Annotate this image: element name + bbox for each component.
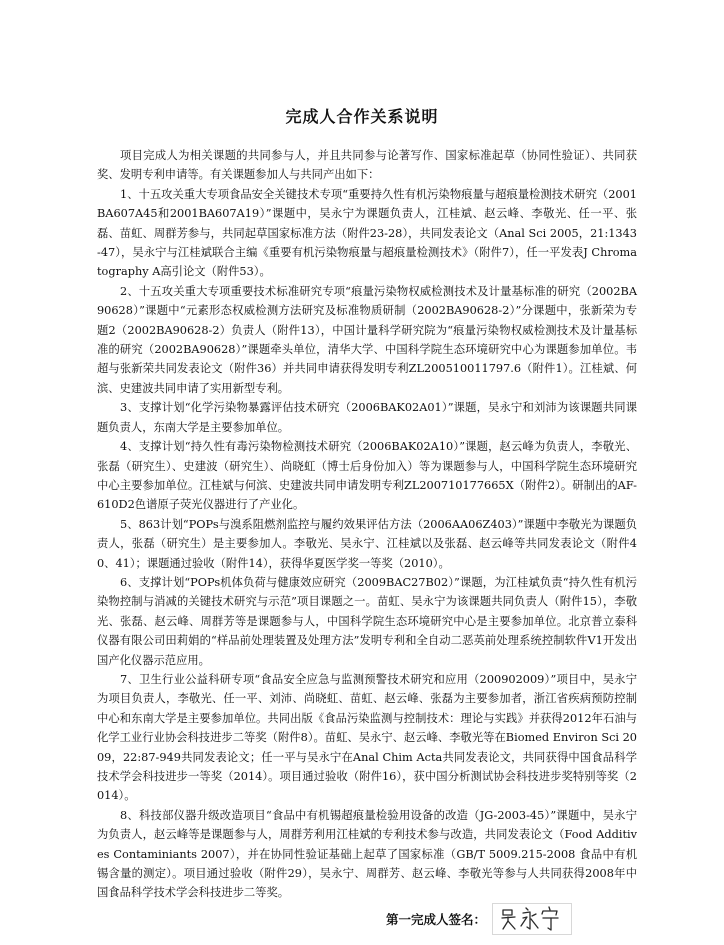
item-paragraph-4: 4、支撑计划“持久性有毒污染物检测技术研究（2006BAK02A10）”课题，赵云峰为负责人，李敬光、张磊（研究生）、史建波（研究生）、尚晓虹（博士后身份加入）等为课题参与人，中国科学院生态环境研究中心主要参加单位。江桂斌与何滨、史建波共同申请发明专利ZL200710177665X（附件2）。研制出的AF-610D2色谱原子荧光仪器进行了产业化。	[97, 440, 637, 512]
document-body	[97, 146, 637, 903]
item-paragraph-6: 6、支撑计划“POPs机体负荷与健康效应研究（2009BAC27B02）”课题，为江桂斌负责“持久性有机污染物控制与消减的关键技术研究与示范”项目课题之一。苗虹、吴永宁为该课题共同负责人（附件15），李敬光、张磊、赵云峰、周群芳等是课题参与人，中国科学院生态环境研究中心是主要参加单位。北京普立泰科仪器有限公司田莉娟的“样品前处理装置及处理方法”发明专利和全自动二恶英前处理系统控制软件V1开发出国产化仪器示范应用。	[97, 575, 637, 667]
document-title: 完成人合作关系说明	[285, 107, 439, 126]
item-paragraph-3: 3、支撑计划“化学污染物暴露评估技术研究（2006BAK02A01）”课题，吴永宁和刘沛为该课题共同课题负责人，东南大学是主要参加单位。	[97, 401, 637, 434]
handwritten-signature	[492, 903, 572, 935]
item-paragraph-5: 5、863计划“POPs与溴系阻燃剂监控与履约效果评估方法（2006AA06Z403）”课题中李敬光为课题负责人，张磊（研究生）是主要参加人。李敬光、吴永宁、江桂斌以及张磊、赵云峰等共同发表论文（附件40、41）；课题通过验收（附件14），获得华夏医学奖一等奖（2010）。	[97, 517, 637, 570]
signature-block	[386, 903, 572, 935]
item-paragraph-8: 8、科技部仪器升级改造项目“食品中有机锡超痕量检验用设备的改造（JG-2003-45）”课题中，吴永宁为负责人，赵云峰等是课题参与人，周群芳利用江桂斌的专利技术参与改造，共同发表论文（Food Additives Contaminiants 2007），并在协同性验证基础上起草了国家标准（GB/T 5009.215-2008 食品中有机锡含量的测定）。项目通过验收（附件29），吴永宁、周群芳、赵云峰、李敬光等参与人共同获得2008年中国食品科学技术学会科技进步二等奖。	[97, 808, 637, 900]
item-paragraph-1: 1、十五攻关重大专项食品安全关键技术专项“重要持久性有机污染物痕量与超痕量检测技术研究（2001BA607A45和2001BA607A19）”课题中，吴永宁为课题负责人，江桂斌、赵云峰、李敬光、任一平、张磊、苗虹、周群芳参与，共同起草国家标准方法（附件23-28），共同发表论文（Anal Sci 2005，21:1343-47），吴永宁与江桂斌联合主编《重要有机污染物痕量与超痕量检测技术》（附件7），任一平发表J Chromatography A高引论文（附件53）。	[97, 187, 637, 279]
signature-label: 第一完成人签名：	[386, 912, 487, 927]
signature-ink-image	[499, 906, 565, 932]
item-paragraph-7: 7、卫生行业公益科研专项“食品安全应急与监测预警技术研究和应用（200902009）”项目中，吴永宁为项目负责人，李敬光、任一平、刘沛、尚晓虹、苗虹、赵云峰、张磊为主要参加者，浙江省疾病预防控制中心和东南大学是主要参加单位。共同出版《食品污染监测与控制技术：理论与实践》并获得2012年石油与化学工业行业协会科技进步二等奖（附件8）。苗虹、吴永宁、赵云峰、李敬光等在Biomed Environ Sci 2009，22:87-949共同发表论文；任一平与吴永宁在Anal Chim Acta共同发表论文，共同获得中国食品科学技术学会科技进步一等奖（2014）。项目通过验收（附件16），获中国分析测试协会科技进步奖特别等奖（2014）。	[97, 672, 637, 803]
intro-paragraph: 项目完成人为相关课题的共同参与人，并且共同参与论著写作、国家标准起草（协同性验证）、共同获奖、发明专利申请等。有关课题参加人与共同产出如下：	[97, 149, 637, 182]
item-paragraph-2: 2、十五攻关重大专项重要技术标准研究专项“痕量污染物权威检测技术及计量基标准的研究（2002BA90628）”课题中“元素形态权威检测方法研究及标准物质研制（2002BA90628-2）”分课题中，张新荣为专题2（2002BA90628-2）负责人（附件13），中国计量科学研究院为“痕量污染物权威检测技术及计量基标准的研究（2002BA90628）”课题牵头单位，清华大学、中国科学院生态环境研究中心为课题参加单位。韦超与张新荣共同发表论文（附件36）并共同申请获得发明专利ZL200510011797.6（附件1）。江桂斌、何滨、史建波共同申请了实用新型专利。	[97, 284, 637, 395]
